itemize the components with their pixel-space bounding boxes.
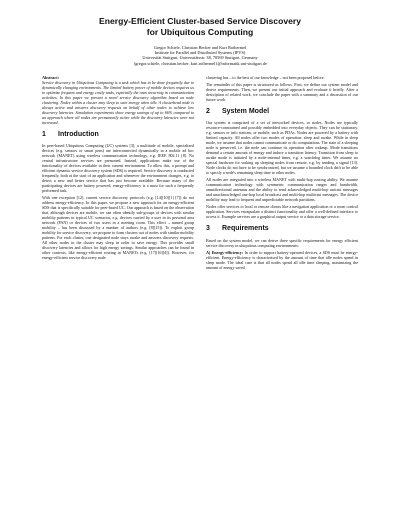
section-title: Requirements xyxy=(222,225,269,233)
abstract-text: Service discovery in Ubiquitous Computing is a task which has to be done frequently due to dynamically changing environments. The limited battery power of mobile devices requires us to optimize frequent and energy costly tasks, especially the ones incurring in communication activities. In this paper we present a novel service discovery algorithm based on node clustering. Nodes within a cluster may sleep to save energy when idle. A clusterhead node is always active and answers discovery requests on behalf of other nodes to achieve low discovery latencies. Simulation experiments show energy savings of up to 66% compared to an approach where all nodes are permanently active while the discovery latencies were not increased. xyxy=(42,79,194,125)
author-address: Universität Stuttgart, Universitätsstr. 38, 70569 Stuttgart, Germany xyxy=(142,55,258,61)
section-number: 2 xyxy=(206,107,210,115)
section-heading-requirements xyxy=(206,225,358,234)
system-paragraph-2: All nodes are integrated into a wireless MANET with multi-hop routing ability. We assume communication technology with symmetric communication ranges and bandwidth, omnidirectional antennas and the ability to send acknowledged multi-hop unicast messages and unacknowledged one-hop local broadcast and multi-hop multicast messages. The device mobility may lead to frequent and unpredictable network partitions. xyxy=(206,177,358,203)
title-line-1: Energy-Efficient Cluster-based Service Discovery xyxy=(98,16,302,26)
left-column xyxy=(42,75,194,272)
two-column-body xyxy=(42,75,358,272)
system-paragraph-3: Nodes offer services to local or remote clients like a navigation application or a room control application. Services encapsulate a distinct functionality and offer a well-defined interface to access it. Example services are a graphical output service or a data storage service. xyxy=(206,204,358,220)
requirement-label: A) Energy-efficiency: xyxy=(206,249,244,255)
section-heading-introduction xyxy=(42,131,194,140)
section-number: 3 xyxy=(206,225,210,233)
author-names: Gregor Schiele, Christian Becker and Kurt Rothermel xyxy=(153,45,247,50)
paper-structure-paragraph: The remainder of this paper is structured as follows. First, we define our system model and derive requirements. Then, we present our initial approach and evaluate it briefly. After a description of related work, we conclude the paper with a summary and a discussion of our future work. xyxy=(206,81,358,102)
section-heading-system-model xyxy=(206,108,358,117)
intro-continuation: clustering has – to the best of our knowledge – not been proposed before. xyxy=(206,74,325,80)
section-title: Introduction xyxy=(58,130,99,138)
requirements-paragraph-1: Based on the system model, we can derive three specific requirements for energy efficient service discovery in ubiquitous computing environments: xyxy=(206,237,358,248)
system-paragraph-1: Our system is comprised of a set of networked devices, or nodes. Nodes are typically resource-constrained and possibly embedded into everyday objects. They can be stationary, e.g. sensors or info stations, or mobile, such as PDAs. Nodes are powered by a battery with limited capacity. All nodes offer two modes of operation: sleep and awake. While in sleep mode, we assume that nodes cannot communicate or do computations. The state of a sleeping node is preserved, i.e. the node can continue its operation after wakeup. Mode transitions demand a certain amount of energy and induce a transition latency. Transition from sleep to awake mode is initiated by a node-internal timer, e.g. a watchdog timer. We assume no special hardware for waking up sleeping nodes from remote, e.g. by sending a signal [13]. Node clocks do not have to be synchronized, but we assume a bounded clock drift to be able to specify a node's remaining sleep time to other nodes. xyxy=(206,120,358,176)
right-column xyxy=(206,75,358,272)
abstract-label: Abstract: xyxy=(42,74,59,80)
author-block xyxy=(42,45,358,66)
title-line-2: for Ubiquitous Computing xyxy=(146,26,254,37)
requirement-text: In order to support battery-operated devices, a SDS must be energy-efficient. Energy-efficiency is characterised by the amount of time that idle nodes spend in sleep mode. The ideal case is that all nodes spend all idle time sleeping, maximizing the amount of energy saved xyxy=(206,249,359,270)
author-institute: Institute for Parallel and Distributed Systems (IPVS) xyxy=(154,50,246,56)
section-number: 1 xyxy=(42,130,46,138)
section-title: System Model xyxy=(222,107,270,115)
intro-paragraph-1: In peer-based Ubiquitous Computing (UC) systems [3], a multitude of mobile, specialized devices (e.g. sensors or smart pens) are interconnected dynamically in a mobile ad hoc network (MANET) using wireless communication technology, e.g. IEEE 802.11 [8]. No central infrastructure services are presumed. Instead, applications make use of the functionality of devices available in their current environment. To allow this, a prompt and efficient dynamic service discovery system (SDS) is required. Service discovery is conducted frequently, both at the start of an application and whenever the environment changes, e.g. to detect a new and better service that has just become available. Because many of the participating devices are battery powered, energy-efficiency is a must for such a frequently performed task. xyxy=(42,143,194,194)
intro-paragraph-2: With one exception [12], current service discovery protocols (e.g. [14][10][1] [7]) do not address energy-efficiency. In this paper, we propose a new approach for an energy-efficient SDS that is specifically suitable for peer-based UC. Our approach is based on the observation that, although devices are mobile, we can often identify sub-groups of devices with similar mobility patterns in typical UC scenarios, e.g. devices carried by a user in its personal area network (PAN) or devices of two users in a meeting room. This effect – named group mobility – has been discussed by a number of authors (e.g. [8][15]). To exploit group mobility for service discovery, we propose to form clusters out of nodes with similar mobility patterns. For each cluster, one designated node stays awake and answers discovery requests. All other nodes in the cluster may sleep in order to save energy. This provides small discovery latencies and allows for high energy savings. Similar approaches can be found in other contexts, like energy-efficient routing in MANETs (e.g. [17][16][4]). However, for energy-efficient service discovery node xyxy=(42,195,194,261)
paper-title xyxy=(42,16,358,37)
requirement-energy-efficiency xyxy=(206,250,358,270)
author-email: {gregor.schiele, christian.becker, kurt.rothermel}@informatik.uni-stuttgart.de xyxy=(133,60,267,66)
